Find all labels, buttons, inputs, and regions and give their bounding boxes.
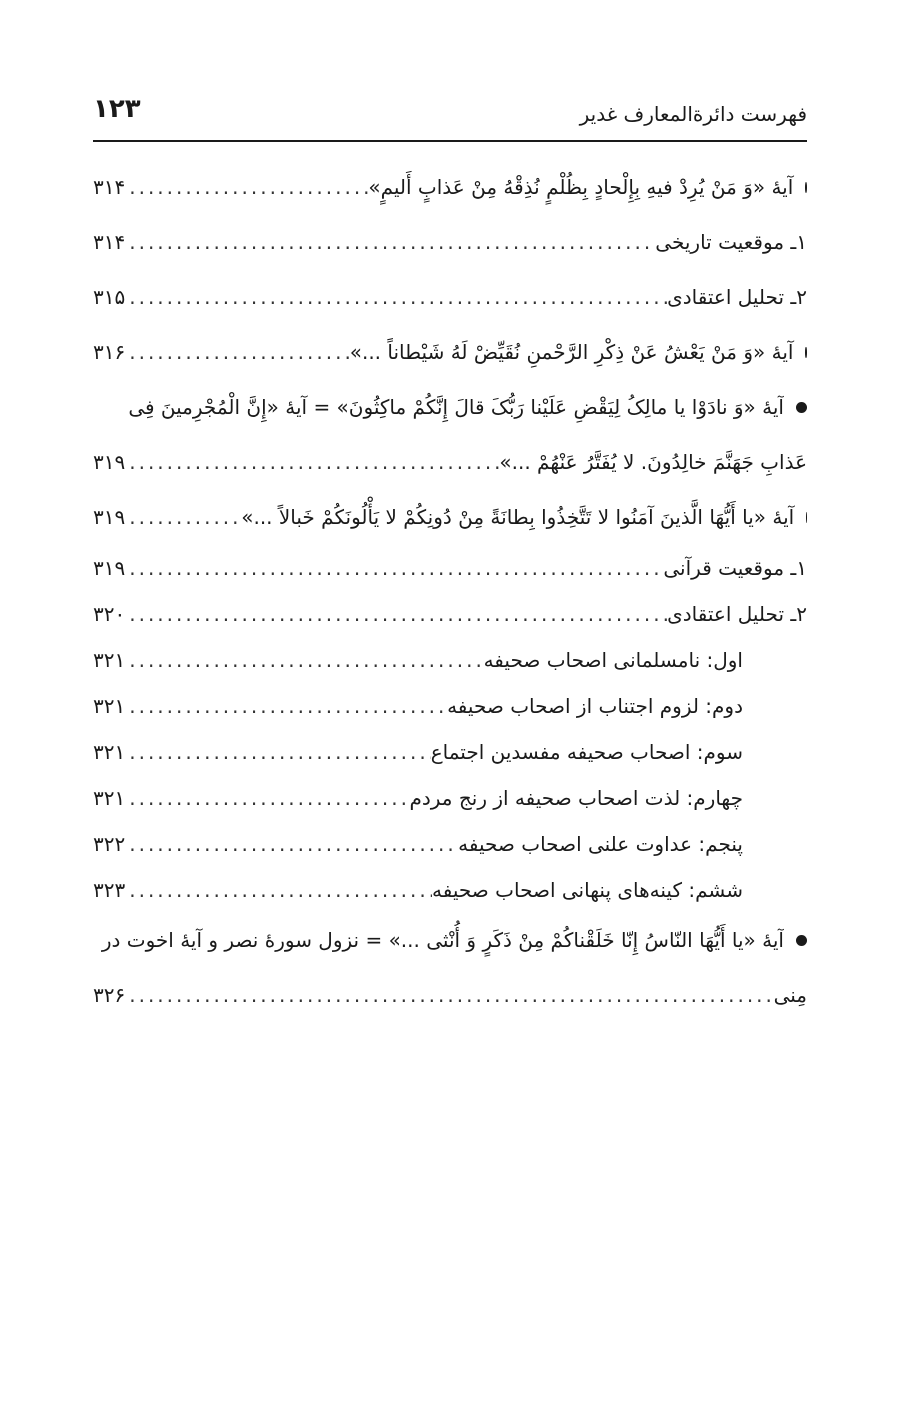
dot-leader	[125, 729, 430, 775]
toc-entry-title: آیهٔ «وَ مَنْ یَعْشُ عَنْ ذِکْرِ الرَّحْمنِ نُقَیِّضْ لَهُ شَیْطاناً ...»	[349, 340, 794, 364]
dot-leader	[125, 160, 368, 215]
toc-entry	[93, 325, 807, 380]
toc-entry	[93, 637, 807, 683]
toc-entry-page: ۳۲۱	[93, 648, 126, 672]
toc-entry-title: ۱ـ موقعیت تاریخی	[655, 230, 807, 254]
dot-leader	[125, 683, 447, 729]
toc-entry-page: ۳۱۴	[93, 175, 126, 199]
toc-entry-page: ۳۲۰	[93, 602, 126, 626]
dot-leader	[125, 215, 655, 270]
toc-entry-page: ۳۲۱	[93, 786, 126, 810]
toc-entry-page: ۳۲۱	[93, 740, 126, 764]
toc-entry-page: ۳۲۲	[93, 832, 126, 856]
dot-leader	[125, 591, 667, 637]
toc-entry-title: آیهٔ «وَ مَنْ یُرِدْ فیهِ بِإِلْحادٍ بِظُلْمٍ نُذِقْهُ مِنْ عَذابٍ أَلیمٍ»	[368, 175, 794, 199]
page-number: ۱۲۳	[93, 94, 141, 124]
toc-entry	[93, 821, 807, 867]
toc-entry	[93, 160, 807, 215]
toc-entry	[93, 913, 807, 968]
dot-leader	[125, 821, 458, 867]
toc-entry-title: اول: نامسلمانی اصحاب صحیفه	[483, 648, 743, 672]
toc-entry	[93, 490, 807, 545]
toc-entry	[93, 591, 807, 637]
bullet-icon	[796, 935, 807, 946]
toc-entry	[93, 380, 807, 435]
toc-entry-page: ۳۱۹	[93, 505, 126, 529]
toc-entry-page: ۳۲۶	[93, 983, 126, 1007]
dot-leader	[125, 325, 349, 380]
dot-leader	[125, 867, 432, 913]
dot-leader	[125, 435, 499, 490]
toc-entry	[93, 775, 807, 821]
toc-entry-title: مِنی	[773, 983, 807, 1007]
toc-entry-page: ۳۲۱	[93, 694, 126, 718]
toc-entry-title: ۲ـ تحلیل اعتقادی	[667, 285, 807, 309]
toc-entry	[93, 729, 807, 775]
toc-entry-title: سوم: اصحاب صحیفه مفسدین اجتماع	[430, 740, 743, 764]
toc-entry-page: ۳۲۳	[93, 878, 126, 902]
toc-entry-page: ۳۱۴	[93, 230, 126, 254]
toc-entry-page: ۳۱۹	[93, 450, 126, 474]
toc-entry	[93, 968, 807, 1023]
dot-leader	[125, 490, 241, 545]
toc-entry-title: آیهٔ «یا أَیُّهَا الَّذینَ آمَنُوا لا تَتَّخِذُوا بِطانَةً مِنْ دُونِکُمْ لا یَأْلُونَکُمْ خَبالاً ...»	[241, 505, 795, 529]
toc-entry-page: ۳۱۹	[93, 556, 126, 580]
toc-entry-title: ۱ـ موقعیت قرآنی	[663, 556, 807, 580]
bullet-icon	[796, 402, 807, 413]
toc-entry	[93, 867, 807, 913]
running-head: فهرست دائرةالمعارف غدیر	[579, 102, 807, 126]
dot-leader	[125, 775, 409, 821]
dot-leader	[125, 270, 667, 325]
toc-entry-title: عَذابِ جَهَنَّمَ خالِدُونَ. لا یُفَتَّرُ عَنْهُمْ ...»	[499, 450, 807, 474]
bullet-icon	[805, 347, 807, 358]
toc-entry-page: ۳۱۶	[93, 340, 126, 364]
toc-entry-title: ۲ـ تحلیل اعتقادی	[667, 602, 807, 626]
toc-entry-title: آیهٔ «یا أَیُّهَا النّاسُ إِنّا خَلَقْناکُمْ مِنْ ذَکَرٍ وَ أُنْثی ...» = نزول سورهٔ نصر و آیهٔ اخوت در	[101, 928, 784, 952]
dot-leader	[125, 637, 483, 683]
toc-entry-page: ۳۱۵	[93, 285, 126, 309]
bullet-icon	[806, 512, 807, 523]
toc-entry-title: چهارم: لذت اصحاب صحیفه از رنج مردم	[409, 786, 743, 810]
dot-leader	[125, 545, 663, 591]
toc-entry	[93, 545, 807, 591]
table-of-contents	[93, 160, 807, 1023]
toc-entry	[93, 270, 807, 325]
toc-entry-title: دوم: لزوم اجتناب از اصحاب صحیفه	[447, 694, 743, 718]
bullet-icon	[805, 182, 807, 193]
page-header	[93, 92, 807, 142]
toc-entry	[93, 215, 807, 270]
dot-leader	[125, 968, 773, 1023]
toc-entry	[93, 435, 807, 490]
toc-entry-title: پنجم: عداوت علنی اصحاب صحیفه	[458, 832, 743, 856]
toc-entry-title: آیهٔ «وَ نادَوْا یا مالِکُ لِیَقْضِ عَلَیْنا رَبُّکَ قالَ إِنَّکُمْ ماکِثُونَ» = آیهٔ «إِنَّ الْمُجْرِمینَ فِی	[128, 395, 784, 419]
toc-entry	[93, 683, 807, 729]
toc-entry-title: ششم: کینه‌های پنهانی اصحاب صحیفه	[432, 878, 743, 902]
